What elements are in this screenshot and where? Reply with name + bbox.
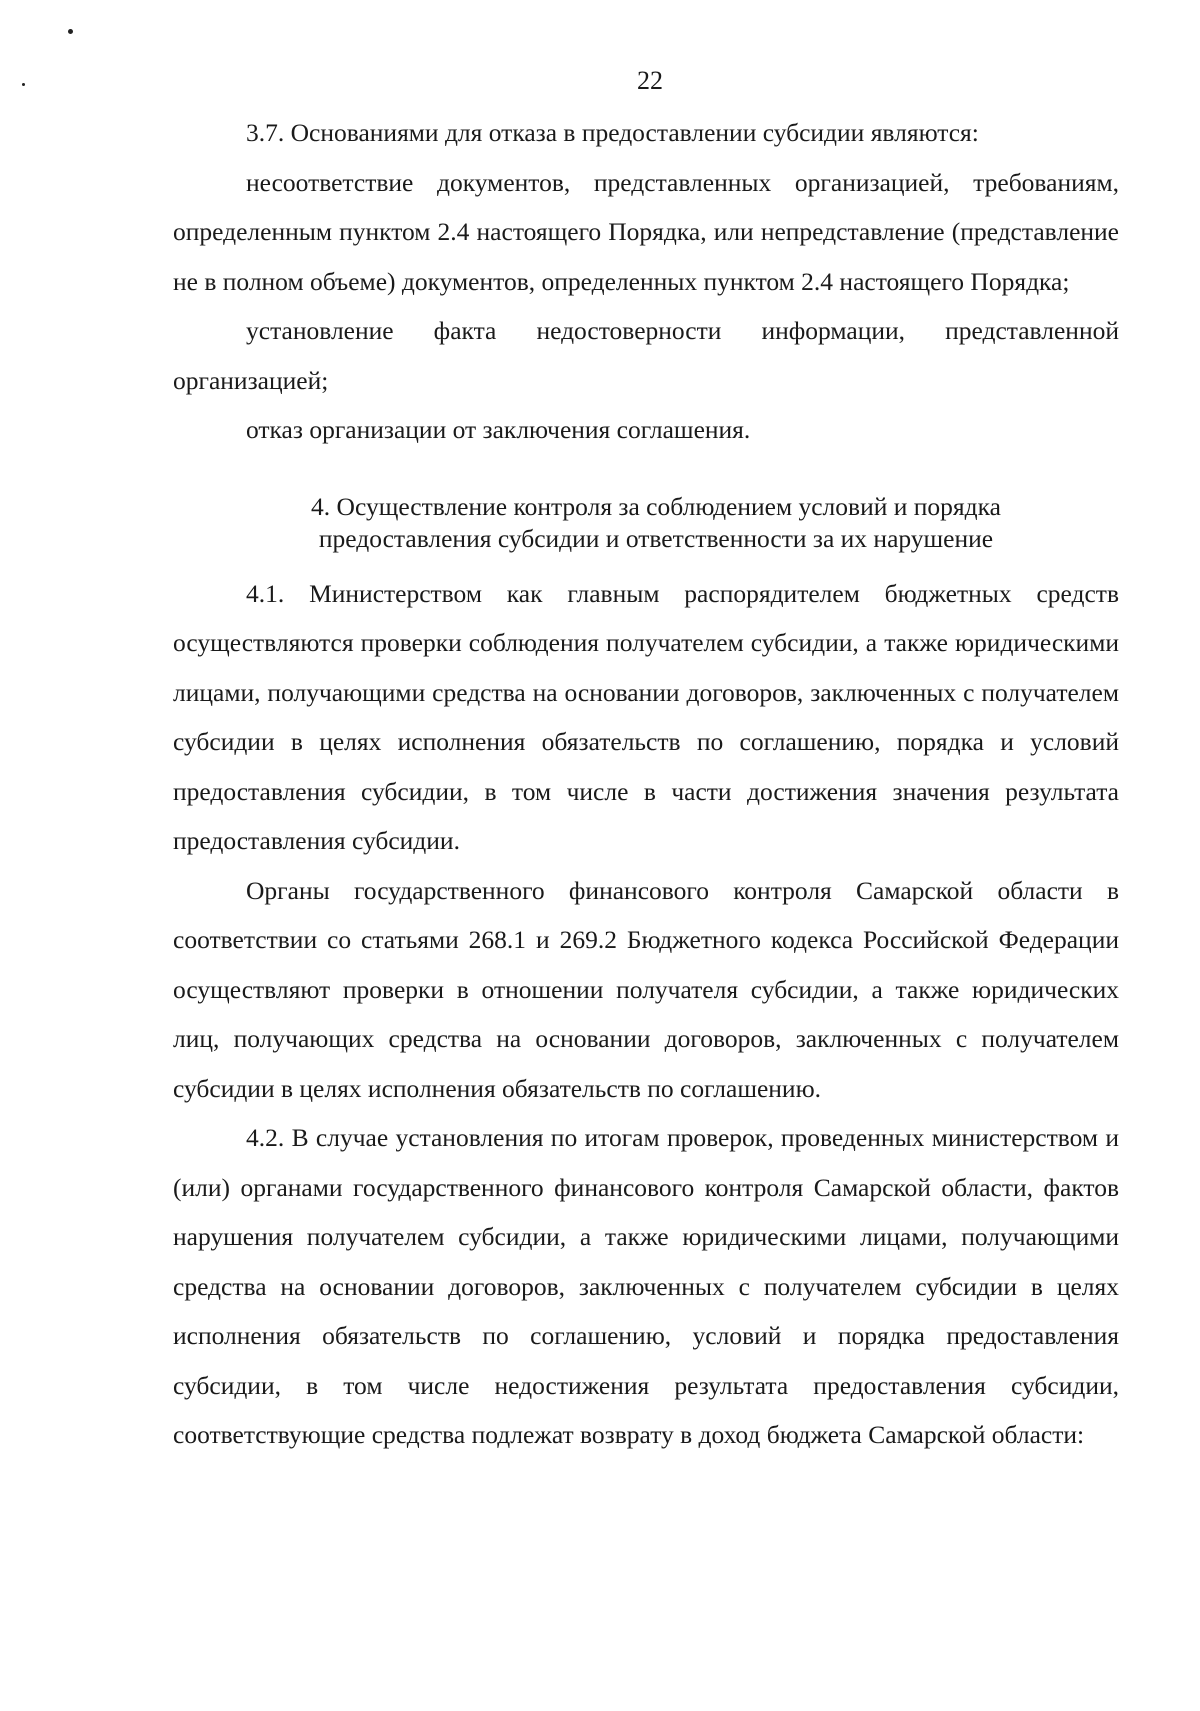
- section-heading-line-2: предоставления субсидии и ответственности за их нарушение: [318, 523, 994, 553]
- paragraph-document-mismatch: несоответствие документов, представленных организацией, требованиям, определенным пунктом 2.4 настоящего Порядка, или непредставление (представление не в полном объеме) документов, определенных пунктом 2.4 настоящего Порядка;: [173, 167, 1119, 296]
- section-heading: [173, 491, 1119, 555]
- paragraph-financial-control: Органы государственного финансового контроля Самарской области в соответствии со статьями 268.1 и 269.2 Бюджетного кодекса Российской Федерации осуществляют проверки в отношении получателя субсидии, а также юридических лиц, получающих средства на основании договоров, заключенных с получателем субсидии в целях исполнения обязательств по соглашению.: [173, 875, 1119, 1103]
- paragraph-false-information: установление факта недостоверности информации, представленной организацией;: [173, 316, 1119, 395]
- paragraph-agreement-refusal: отказ организации от заключения соглашения.: [246, 415, 751, 444]
- scan-speck: [68, 29, 73, 34]
- section-heading-line-1: 4. Осуществление контроля за соблюдением условий и порядка: [311, 491, 1001, 521]
- paragraph-ministry-inspections: 4.1. Министерством как главным распорядителем бюджетных средств осуществляются проверки соблюдения получателем субсидии, а также юридическими лицами, получающими средства на основании договоров, заключенных с получателем субсидии в целях исполнения обязательств по соглашению, порядка и условий предоставления субсидии, в том числе в части достижения значения результата предоставления субсидии.: [173, 578, 1119, 855]
- page-number: 22: [637, 66, 663, 95]
- paragraph-refund-obligation: 4.2. В случае установления по итогам проверок, проведенных министерством и (или) органами государственного финансового контроля Самарской области, фактов нарушения получателем субсидии, а также юридическими лицами, получающими средства на основании договоров, заключенных с получателем субсидии в целях исполнения обязательств по соглашению, условий и порядка предоставления субсидии, в том числе недостижения результата предоставления субсидии, соответствующие средства подлежат возврату в доход бюджета Самарской области:: [173, 1123, 1119, 1449]
- document-body: [173, 108, 1119, 1460]
- paragraph-refusal-grounds: 3.7. Основаниями для отказа в предоставлении субсидии являются:: [246, 118, 979, 147]
